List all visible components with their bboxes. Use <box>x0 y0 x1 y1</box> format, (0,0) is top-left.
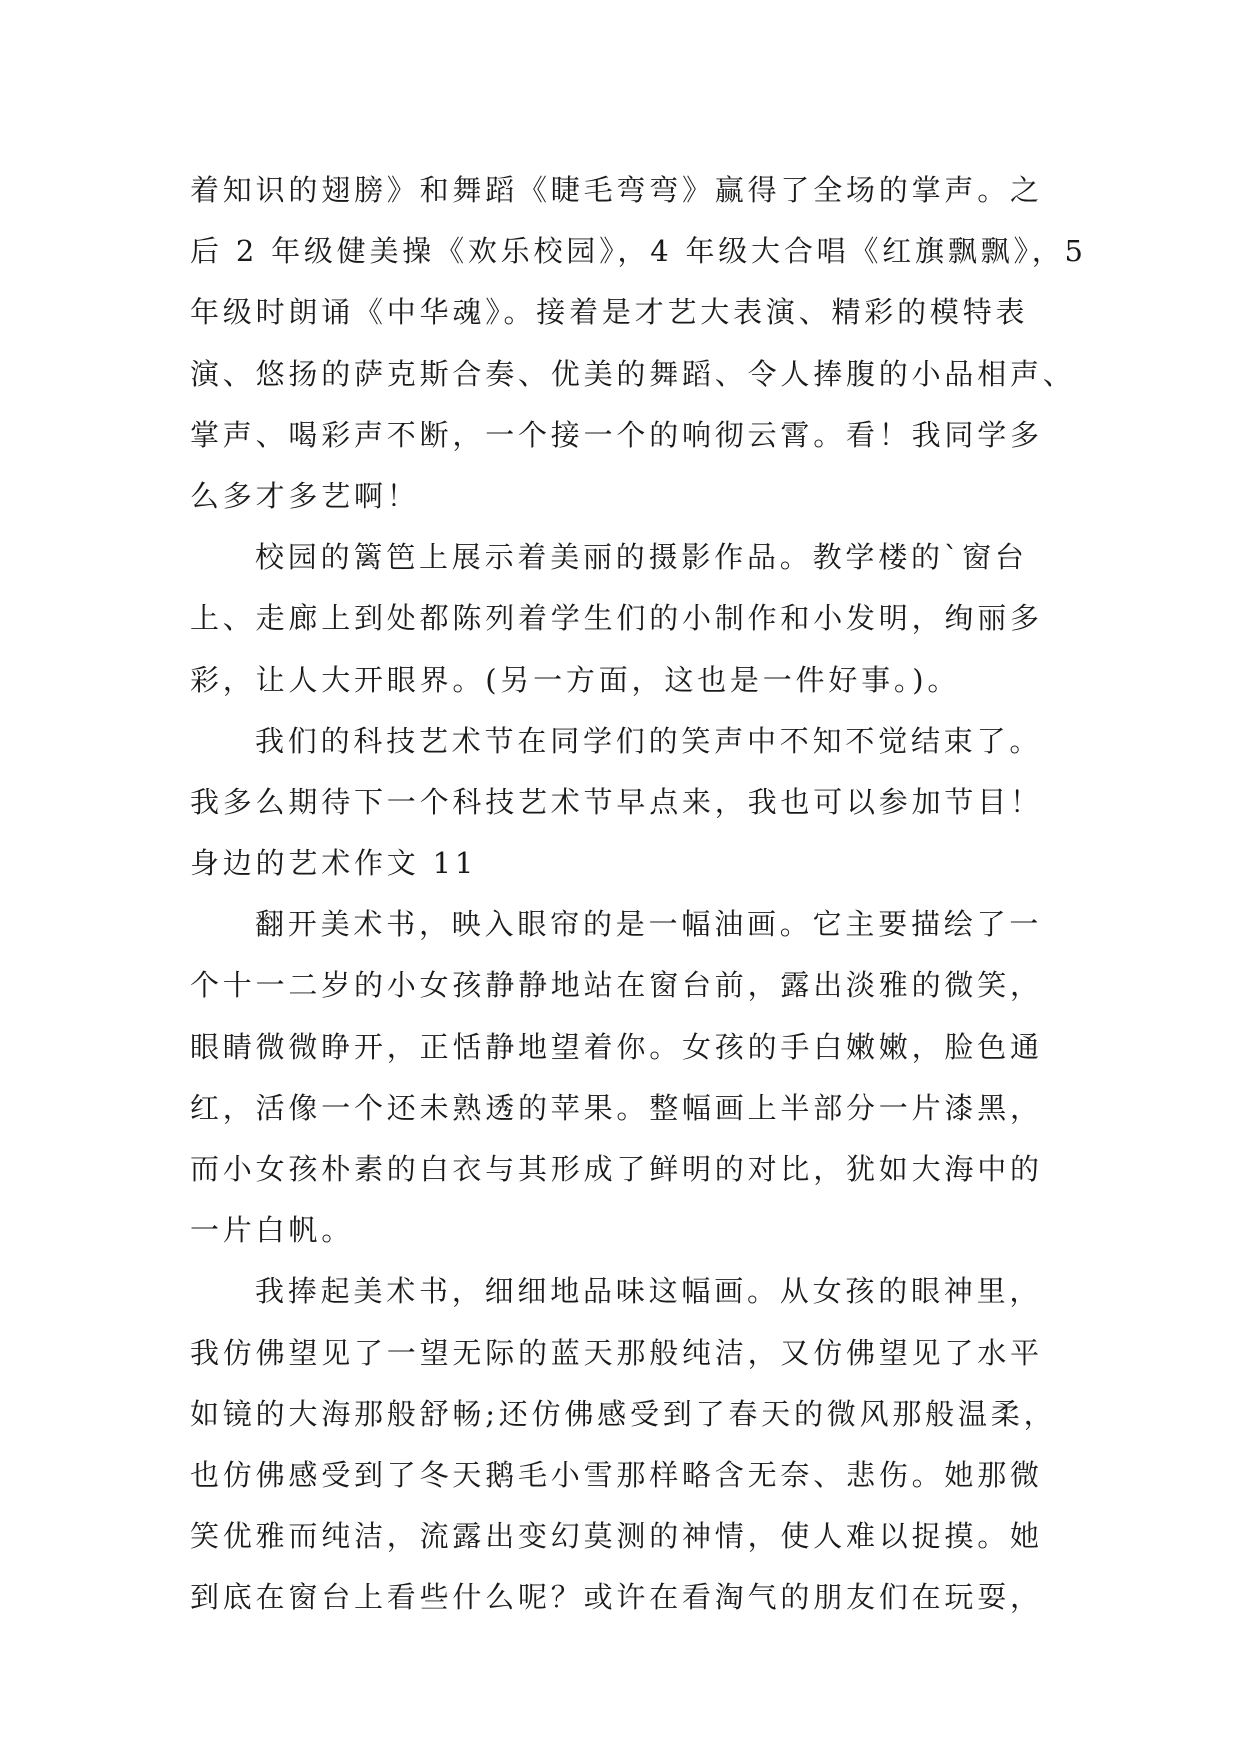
text-line: 我们的科技艺术节在同学们的笑声中不知不觉结束了。 <box>255 723 1043 758</box>
text-line: 到底在窗台上看些什么呢？或许在看淘气的朋友们在玩耍， <box>190 1580 1043 1615</box>
text-line: 掌声、喝彩声不断，一个接一个的响彻云霄。看！我同学多 <box>190 417 1043 452</box>
text-line: 如镜的大海那般舒畅;还仿佛感受到了春天的微风那般温柔， <box>190 1396 1057 1431</box>
text-line: 红，活像一个还未熟透的苹果。整幅画上半部分一片漆黑， <box>190 1090 1043 1125</box>
text-line: 也仿佛感受到了冬天鹅毛小雪那样略含无奈、悲伤。她那微 <box>190 1457 1043 1492</box>
text-line: 年级时朗诵《中华魂》。接着是才艺大表演、精彩的模特表 <box>190 295 1029 330</box>
text-line: 身边的艺术作文 11 <box>190 846 478 881</box>
body-text <box>190 160 1087 1629</box>
text-line: 我捧起美术书，细细地品味这幅画。从女孩的眼神里， <box>255 1274 1043 1309</box>
text-line: 校园的篱笆上展示着美丽的摄影作品。教学楼的`窗台 <box>255 540 1028 575</box>
text-line: 么多才多艺啊！ <box>190 478 420 513</box>
text-line: 一片白帆。 <box>190 1213 355 1248</box>
text-line: 后 2 年级健美操《欢乐校园》，4 年级大合唱《红旗飘飘》，5 <box>190 234 1087 269</box>
text-line: 翻开美术书，映入眼帘的是一幅油画。它主要描绘了一 <box>255 907 1043 942</box>
text-line: 眼睛微微睁开，正恬静地望着你。女孩的手白嫩嫩，脸色通 <box>190 1029 1043 1064</box>
text-line: 着知识的翅膀》和舞蹈《睫毛弯弯》赢得了全场的掌声。之 <box>190 173 1043 207</box>
text-line: 个十一二岁的小女孩静静地站在窗台前，露出淡雅的微笑， <box>190 968 1043 1003</box>
text-line: 我仿佛望见了一望无际的蓝天那般纯洁，又仿佛望见了水平 <box>190 1335 1043 1370</box>
text-line: 笑优雅而纯洁，流露出变幻莫测的神情，使人难以捉摸。她 <box>190 1519 1043 1554</box>
text-line: 而小女孩朴素的白衣与其形成了鲜明的对比，犹如大海中的 <box>190 1152 1043 1186</box>
text-line: 演、悠扬的萨克斯合奏、优美的舞蹈、令人捧腹的小品相声、 <box>190 356 1076 391</box>
text-line: 我多么期待下一个科技艺术节早点来，我也可以参加节目！ <box>190 784 1043 819</box>
text-line: 彩，让人大开眼界。(另一方面，这也是一件好事。)。 <box>190 662 961 697</box>
text-line: 上、走廊上到处都陈列着学生们的小制作和小发明，绚丽多 <box>190 601 1043 636</box>
